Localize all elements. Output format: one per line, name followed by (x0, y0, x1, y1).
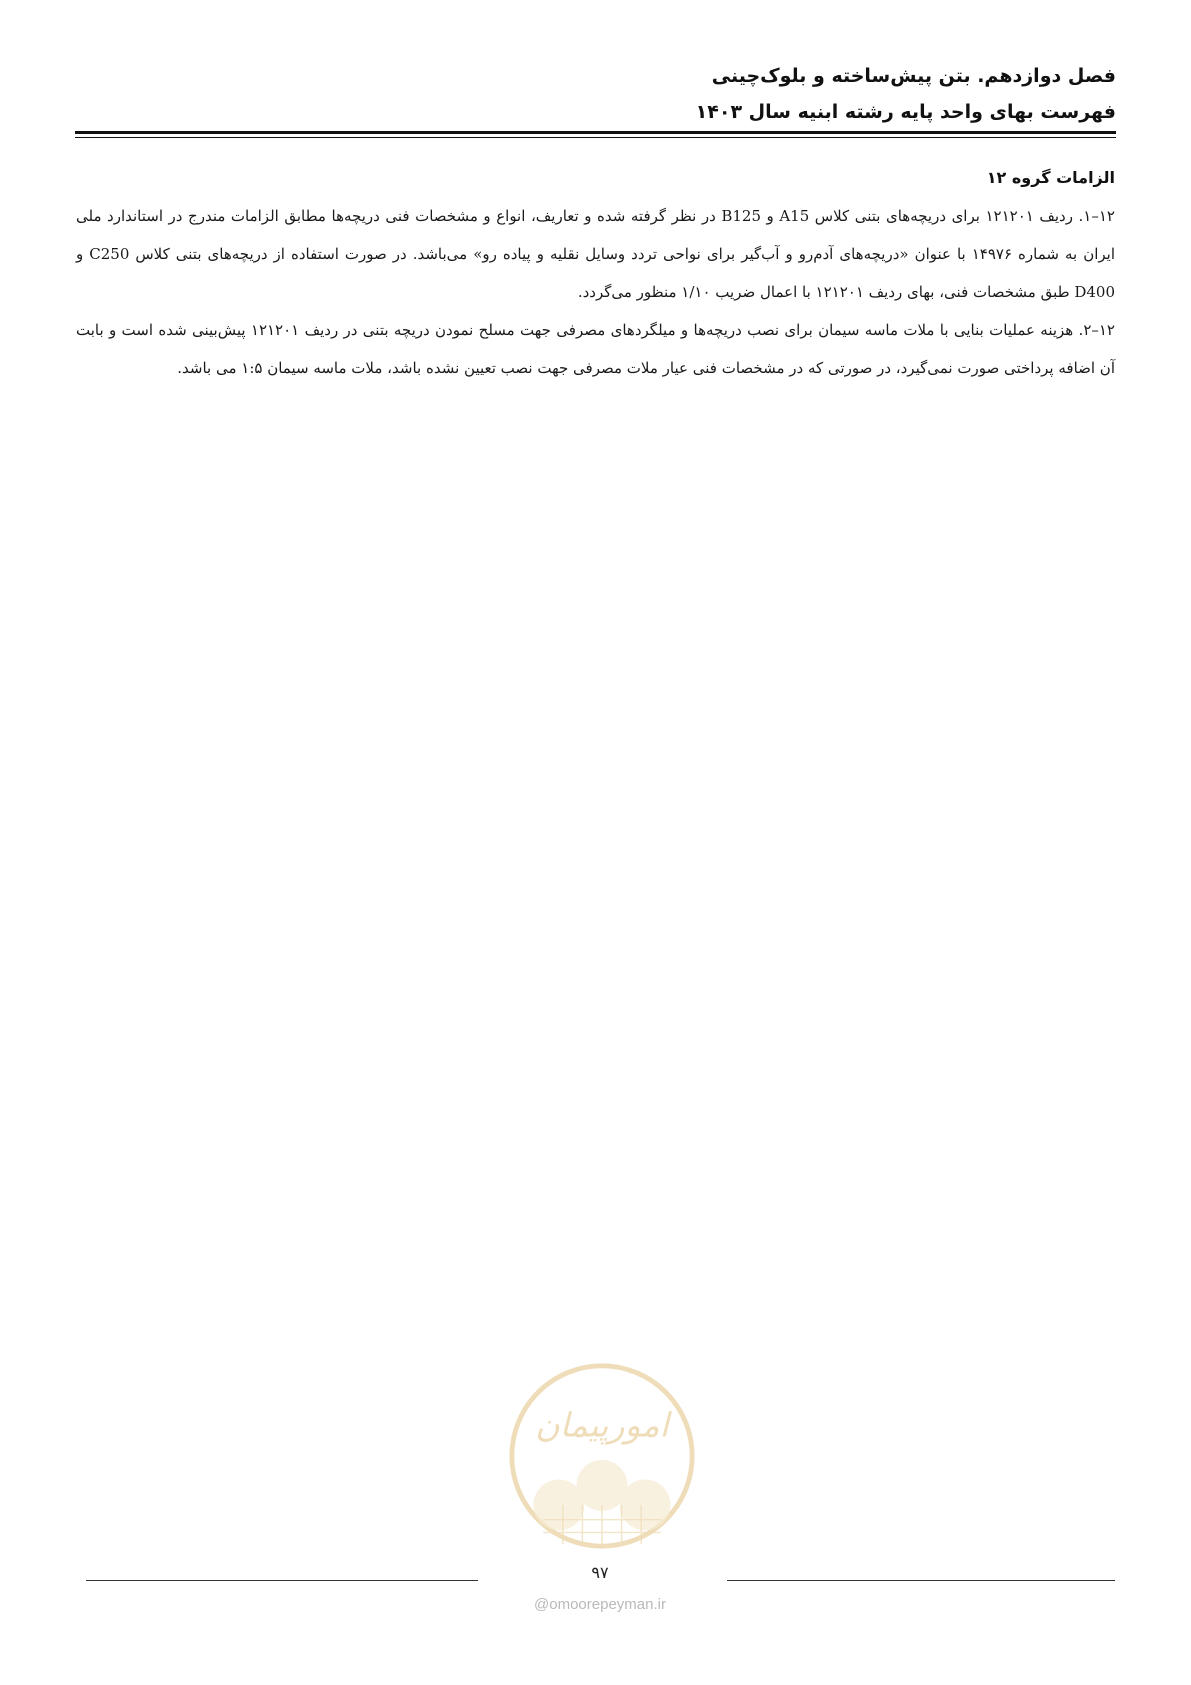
section-title: الزامات گروه ۱۲ (986, 168, 1115, 187)
chapter-title: فصل دوازدهم. بتن پیش‌ساخته و بلوک‌چینی (711, 65, 1116, 87)
page-number: ۹۷ (591, 1563, 609, 1582)
document-title: فهرست بهای واحد پایه رشته ابنیه سال ۱۴۰۳ (695, 101, 1116, 123)
watermark-text: امورپیمان (535, 1405, 669, 1445)
footer-url: @omoorepeyman.ir (534, 1596, 666, 1613)
paragraph-12-2: ۱۲–۲. هزینه عملیات بنایی با ملات ماسه سیمان برای نصب دریچه‌ها و میلگردهای مصرفی جهت مسلح نمودن دریچه بتنی در ردیف ۱۲۱۲۰۱ پیش‌بینی شده است و بابت آن اضافه پرداختی صورت نمی‌گیرد، در صورتی که در مشخصات فنی عیار ملات مصرفی جهت نصب تعیین نشده باشد، ملات ماسه سیمان ۱:۵ می باشد. (76, 321, 1115, 377)
paragraph-12-1: ۱۲–۱. ردیف ۱۲۱۲۰۱ برای دریچه‌های بتنی کلاس A15 و B125 در نظر گرفته شده و تعاریف، انواع و مشخصات فنی دریچه‌ها مطابق الزامات مندرج در استاندارد ملی ایران به شماره ۱۴۹۷۶ با عنوان «دریچه‌های آدم‌رو و آب‌گیر برای نواحی تردد وسایل نقلیه و پیاده رو» می‌باشد. در صورت استفاده از دریچه‌های بتنی کلاس C250 و D400 طبق مشخصات فنی، بهای ردیف ۱۲۱۲۰۱ با اعمال ضریب ۱/۱۰ منظور می‌گردد. (76, 207, 1115, 301)
header-divider-thin (75, 137, 1116, 138)
watermark-logo (504, 1358, 700, 1554)
header-divider-thick (75, 131, 1116, 134)
page-header (75, 58, 1116, 130)
main-content (76, 165, 1115, 387)
footer-divider-left (86, 1580, 478, 1581)
footer-divider-right (727, 1580, 1115, 1581)
